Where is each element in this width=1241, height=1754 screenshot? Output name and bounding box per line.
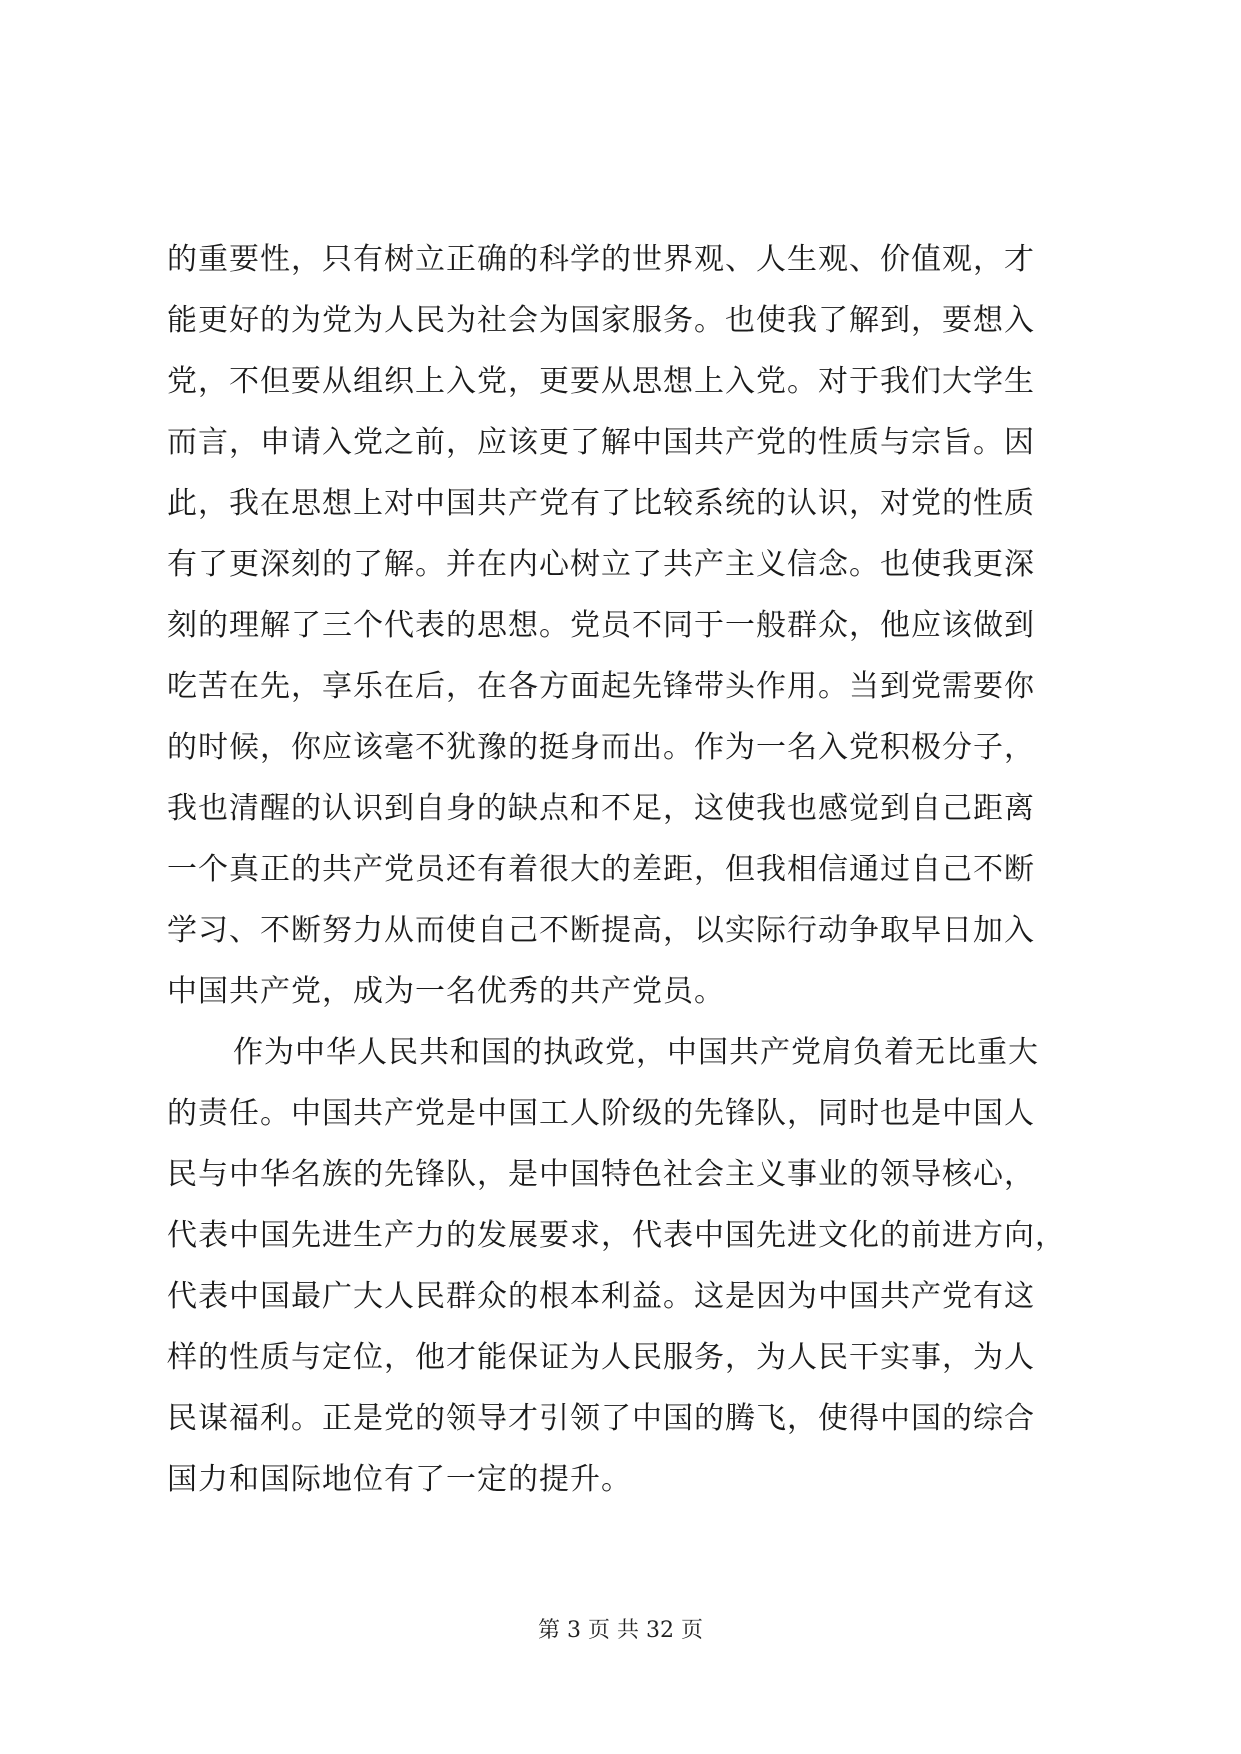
paragraph-2-line-4: 代表中国先进生产力的发展要求，代表中国先进文化的前进方向， xyxy=(167,1218,1066,1253)
paragraph-1-line-8: 吃苦在先，享乐在后，在各方面起先锋带头作用。当到党需要你 xyxy=(167,669,1035,704)
paragraph-1-line-11: 一个真正的共产党员还有着很大的差距，但我相信通过自己不断 xyxy=(167,852,1035,887)
paragraph-1-line-10: 我也清醒的认识到自身的缺点和不足，这使我也感觉到自己距离 xyxy=(167,791,1035,826)
paragraph-1-line-4: 而言，申请入党之前，应该更了解中国共产党的性质与宗旨。因 xyxy=(167,425,1035,460)
paragraph-2-line-6: 样的性质与定位，他才能保证为人民服务，为人民干实事，为人 xyxy=(167,1340,1035,1375)
document-body xyxy=(167,229,1082,1510)
paragraph-2-line-2: 的责任。中国共产党是中国工人阶级的先锋队，同时也是中国人 xyxy=(167,1096,1035,1131)
paragraph-1-line-6: 有了更深刻的了解。并在内心树立了共产主义信念。也使我更深 xyxy=(167,547,1035,582)
paragraph-1-line-9: 的时候，你应该毫不犹豫的挺身而出。作为一名入党积极分子， xyxy=(167,730,1035,765)
paragraph-1-line-7: 刻的理解了三个代表的思想。党员不同于一般群众，他应该做到 xyxy=(167,608,1035,643)
paragraph-1-line-13: 中国共产党，成为一名优秀的共产党员。 xyxy=(167,974,725,1009)
paragraph-1-line-3: 党，不但要从组织上入党，更要从思想上入党。对于我们大学生 xyxy=(167,364,1035,399)
paragraph-2-line-3: 民与中华名族的先锋队，是中国特色社会主义事业的领导核心， xyxy=(167,1157,1035,1192)
paragraph-1-line-2: 能更好的为党为人民为社会为国家服务。也使我了解到，要想入 xyxy=(167,303,1035,338)
paragraph-2-line-8: 国力和国际地位有了一定的提升。 xyxy=(167,1462,632,1497)
paragraph-2-line-5: 代表中国最广大人民群众的根本利益。这是因为中国共产党有这 xyxy=(167,1279,1035,1314)
paragraph-1-line-1: 的重要性，只有树立正确的科学的世界观、人生观、价值观，才 xyxy=(167,242,1035,277)
paragraph-1-line-5: 此，我在思想上对中国共产党有了比较系统的认识，对党的性质 xyxy=(167,486,1035,521)
paragraph-2-line-7: 民谋福利。正是党的领导才引领了中国的腾飞，使得中国的综合 xyxy=(167,1401,1035,1436)
paragraph-2-line-1: 作为中华人民共和国的执政党，中国共产党肩负着无比重大 xyxy=(233,1035,1039,1070)
paragraph-1-line-12: 学习、不断努力从而使自己不断提高，以实际行动争取早日加入 xyxy=(167,913,1035,948)
page-number-footer: 第 3 页 共 32 页 xyxy=(538,1618,703,1643)
